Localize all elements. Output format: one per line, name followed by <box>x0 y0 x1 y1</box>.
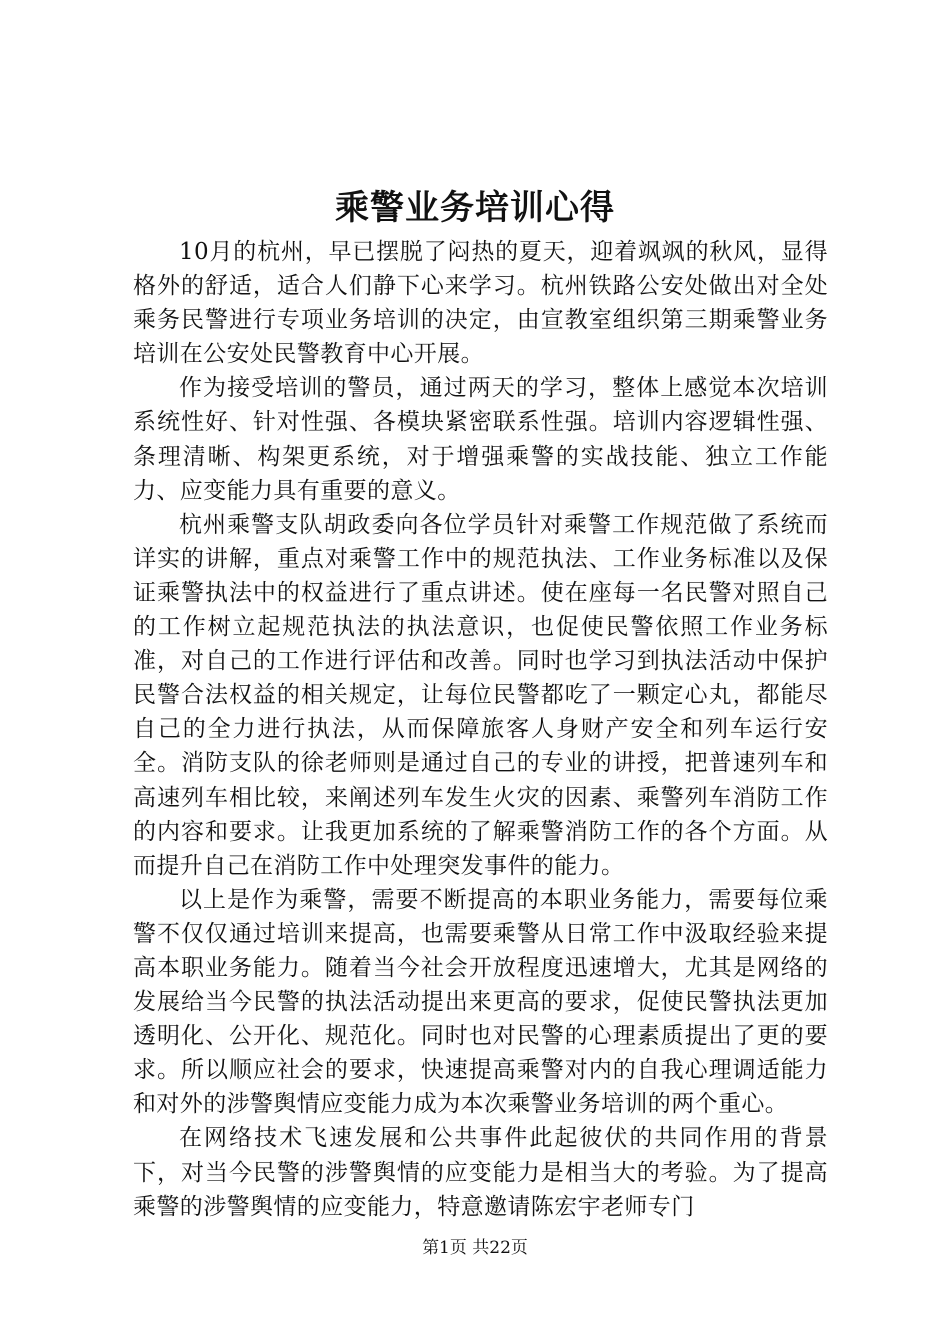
paragraph-2: 作为接受培训的警员，通过两天的学习，整体上感觉本次培训系统性好、针对性强、各模块紧密联系性强。培训内容逻辑性强、条理清晰、构架更系统，对于增强乘警的实战技能、独立工作能力、应变能力具有重要的意义。 <box>133 375 828 504</box>
paragraph-1: 10月的杭州，早已摆脱了闷热的夏天，迎着飒飒的秋风，显得格外的舒适，适合人们静下心来学习。杭州铁路公安处做出对全处乘务民警进行专项业务培训的决定，由宣教室组织第三期乘警业务培训在公安处民警教育中心开展。 <box>133 239 828 368</box>
paragraph-3: 杭州乘警支队胡政委向各位学员针对乘警工作规范做了系统而详实的讲解，重点对乘警工作中的规范执法、工作业务标准以及保证乘警执法中的权益进行了重点讲述。使在座每一名民警对照自己的工作树立起规范执法的执法意识，也促使民警依照工作业务标准，对自己的工作进行评估和改善。同时也学习到执法活动中保护民警合法权益的相关规定，让每位民警都吃了一颗定心丸，都能尽自己的全力进行执法，从而保障旅客人身财产安全和列车运行安全。消防支队的徐老师则是通过自己的专业的讲授，把普速列车和高速列车相比较，来阐述列车发生火灾的因素、乘警列车消防工作的内容和要求。让我更加系统的了解乘警消防工作的各个方面。从而提升自己在消防工作中处理突发事件的能力。 <box>133 511 828 879</box>
document-body <box>133 235 828 1224</box>
paragraph-5: 在网络技术飞速发展和公共事件此起彼伏的共同作用的背景下，对当今民警的涉警舆情的应变能力是相当大的考验。为了提高乘警的涉警舆情的应变能力，特意邀请陈宏宇老师专门 <box>133 1125 828 1220</box>
document-title: 乘警业务培训心得 <box>335 188 615 228</box>
paragraph-4: 以上是作为乘警，需要不断提高的本职业务能力，需要每位乘警不仅仅通过培训来提高，也需要乘警从日常工作中汲取经验来提高本职业务能力。随着当今社会开放程度迅速增大，尤其是网络的发展给当今民警的执法活动提出来更高的要求，促使民警执法更加透明化、公开化、规范化。同时也对民警的心理素质提出了更的要求。所以顺应社会的要求，快速提高乘警对内的自我心理调适能力和对外的涉警舆情应变能力成为本次乘警业务培训的两个重心。 <box>133 886 828 1118</box>
page-number: 第1页 共22页 <box>422 1238 528 1258</box>
